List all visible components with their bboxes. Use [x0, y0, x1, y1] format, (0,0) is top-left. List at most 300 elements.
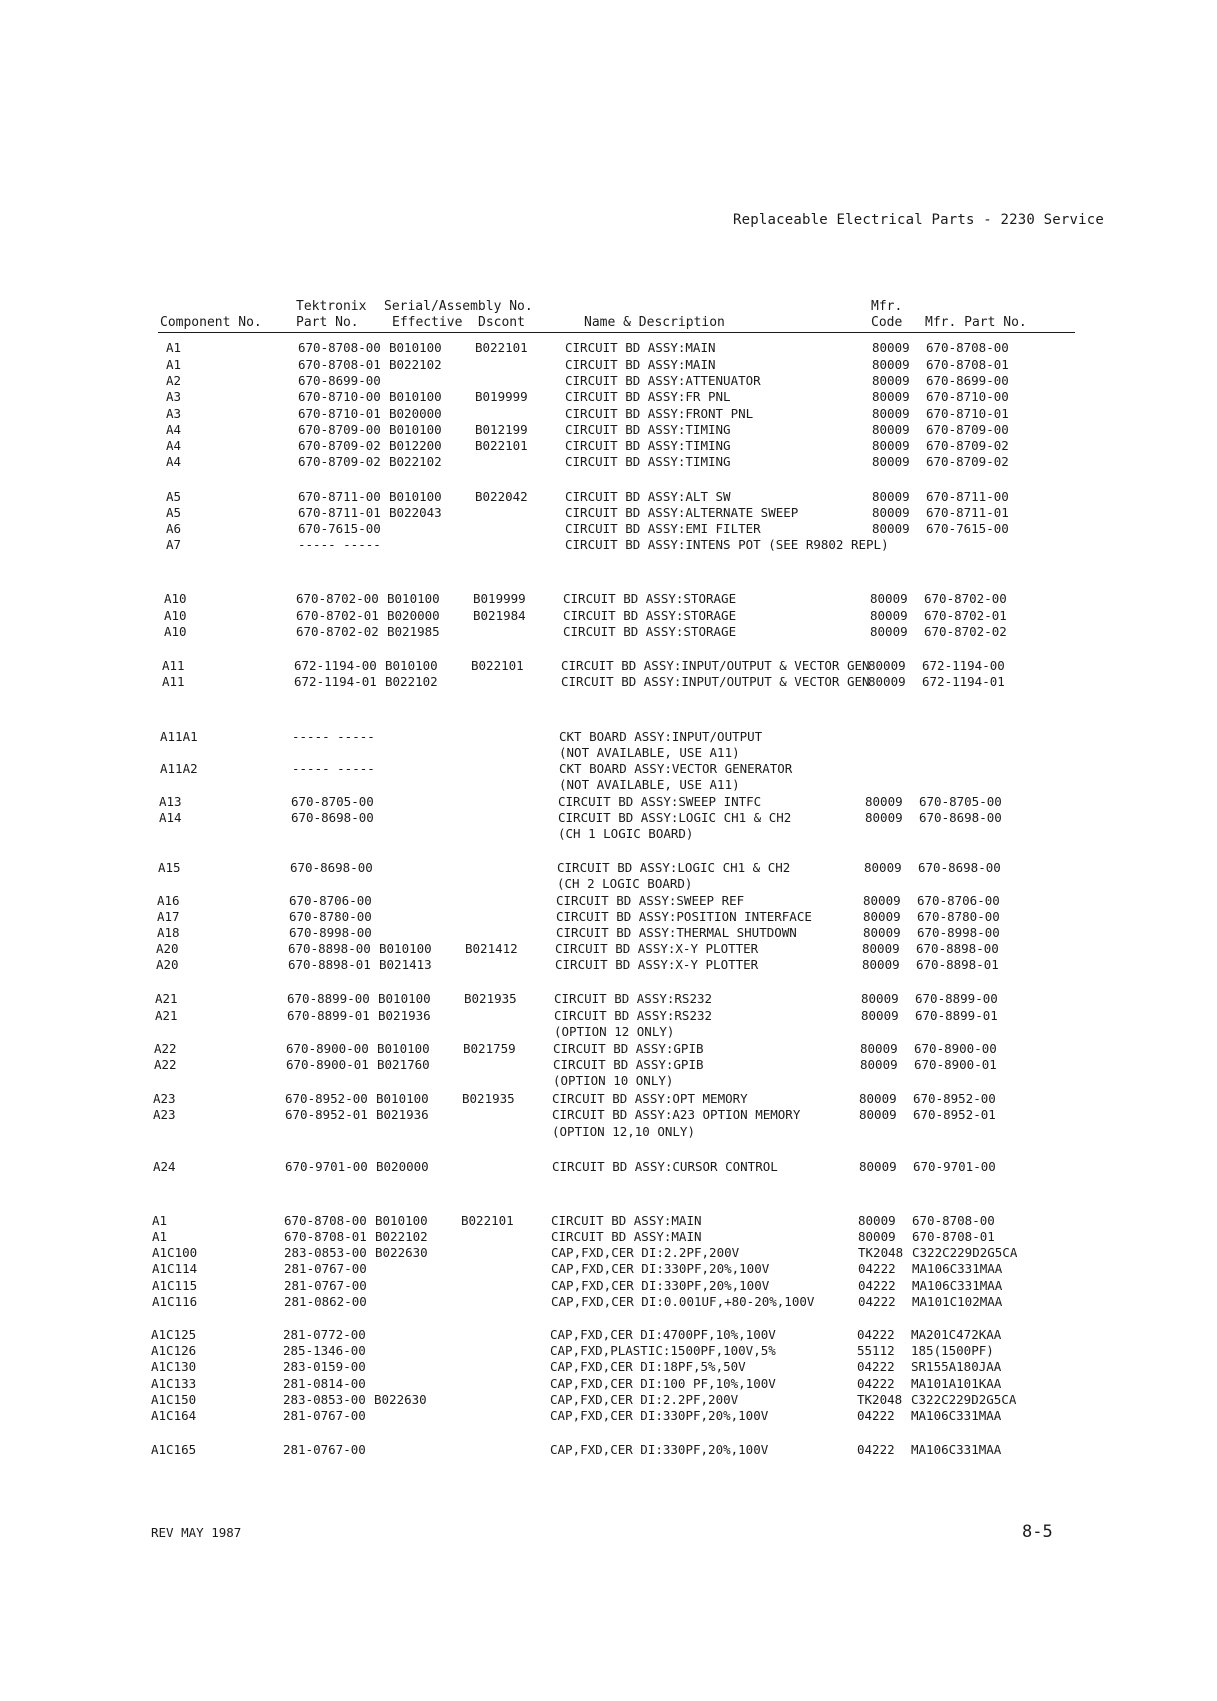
cell-desc: (OPTION 10 ONLY)	[553, 1073, 674, 1088]
cell-code: 04222	[857, 1442, 895, 1457]
cell-mpn: MA101A101KAA	[911, 1376, 1002, 1391]
cell-desc: CIRCUIT BD ASSY:TIMING	[565, 438, 731, 453]
col-head-serial-assembly: Serial/Assembly No.	[384, 299, 533, 314]
cell-code: 80009	[872, 489, 910, 504]
cell-mpn: C322C229D2G5CA	[911, 1392, 1017, 1407]
cell-desc: CIRCUIT BD ASSY:X-Y PLOTTER	[555, 941, 759, 956]
cell-eff: B010100	[387, 591, 440, 606]
table-row	[8, 505, 1217, 521]
cell-code: 80009	[862, 957, 900, 972]
cell-eff: B012200	[389, 438, 442, 453]
cell-desc: CIRCUIT BD ASSY:A23 OPTION MEMORY	[552, 1107, 801, 1122]
table-row	[8, 357, 1217, 373]
col-head-name-description: Name & Description	[584, 315, 725, 330]
cell-part: 670-8708-01	[284, 1229, 367, 1244]
col-head-dscont: Dscont	[478, 315, 525, 330]
cell-code: 80009	[859, 1107, 897, 1122]
cell-part: 670-8709-02	[298, 438, 381, 453]
cell-part: 670-8702-00	[296, 591, 379, 606]
table-row	[0, 1294, 1211, 1310]
cell-part: 670-8780-00	[289, 909, 372, 924]
cell-comp: A1C164	[151, 1408, 197, 1423]
cell-part: 283-0853-00	[283, 1392, 366, 1407]
cell-dsc: B022101	[475, 438, 528, 453]
cell-eff: B022102	[389, 357, 442, 372]
cell-part: 670-8898-01	[288, 957, 371, 972]
table-row	[0, 1107, 1212, 1123]
cell-mpn: MA106C331MAA	[911, 1408, 1002, 1423]
cell-code: 80009	[872, 340, 910, 355]
cell-comp: A20	[156, 957, 179, 972]
cell-mpn: 185(1500PF)	[911, 1343, 994, 1358]
cell-mpn: 670-8698-00	[918, 860, 1001, 875]
cell-mpn: 670-8705-00	[919, 794, 1002, 809]
cell-desc: CIRCUIT BD ASSY:TIMING	[565, 454, 731, 469]
table-row	[0, 860, 1217, 876]
cell-comp: A1C115	[152, 1278, 198, 1293]
cell-part: 670-8698-00	[290, 860, 373, 875]
cell-part: 281-0814-00	[283, 1376, 366, 1391]
cell-code: 80009	[870, 624, 908, 639]
table-row	[0, 876, 1217, 892]
cell-code: TK2048	[858, 1245, 904, 1260]
cell-code: 80009	[872, 389, 910, 404]
table-row	[6, 624, 1217, 640]
cell-part: 281-0767-00	[283, 1408, 366, 1423]
cell-desc: CAP,FXD,CER DI:4700PF,10%,100V	[550, 1327, 776, 1342]
col-head-mfr: Mfr.	[871, 299, 903, 314]
cell-desc: CAP,FXD,CER DI:330PF,20%,100V	[551, 1278, 770, 1293]
cell-code: 80009	[858, 1213, 896, 1228]
cell-desc: CIRCUIT BD ASSY:ALT SW	[565, 489, 731, 504]
table-row	[4, 674, 1217, 690]
cell-mpn: 672-1194-00	[922, 658, 1005, 673]
cell-comp: A16	[157, 893, 180, 908]
cell-desc: CIRCUIT BD ASSY:OPT MEMORY	[552, 1091, 748, 1106]
cell-mpn: MA106C331MAA	[912, 1261, 1003, 1276]
cell-mpn: MA101C102MAA	[912, 1294, 1003, 1309]
cell-comp: A1	[152, 1229, 168, 1244]
cell-desc: CIRCUIT BD ASSY:LOGIC CH1 & CH2	[558, 810, 792, 825]
cell-desc: (NOT AVAILABLE, USE A11)	[559, 745, 740, 760]
cell-part: 670-8708-00	[284, 1213, 367, 1228]
cell-desc: CIRCUIT BD ASSY:X-Y PLOTTER	[555, 957, 759, 972]
cell-comp: A3	[166, 406, 182, 421]
cell-desc: CIRCUIT BD ASSY:MAIN	[565, 357, 716, 372]
cell-mpn: 670-8709-02	[926, 454, 1009, 469]
table-row	[8, 406, 1217, 422]
cell-desc: CIRCUIT BD ASSY:POSITION INTERFACE	[556, 909, 812, 924]
cell-code: 04222	[857, 1376, 895, 1391]
cell-part: 670-8709-02	[298, 454, 381, 469]
cell-part: 670-8899-01	[287, 1008, 370, 1023]
cell-part: 281-0772-00	[283, 1327, 366, 1342]
cell-part: 281-0767-00	[283, 1442, 366, 1457]
table-row	[0, 1327, 1210, 1343]
cell-desc: CIRCUIT BD ASSY:RS232	[554, 991, 713, 1006]
table-row	[0, 1408, 1210, 1424]
cell-desc: CIRCUIT BD ASSY:RS232	[554, 1008, 713, 1023]
cell-desc: CIRCUIT BD ASSY:GPIB	[553, 1057, 704, 1072]
cell-desc: CIRCUIT BD ASSY:MAIN	[551, 1213, 702, 1228]
cell-eff: B021936	[376, 1107, 429, 1122]
cell-part: 670-8898-00	[288, 941, 371, 956]
table-row	[0, 925, 1216, 941]
cell-code: 80009	[868, 674, 906, 689]
cell-eff: B010100	[385, 658, 438, 673]
cell-code: 55112	[857, 1343, 895, 1358]
cell-comp: A10	[164, 624, 187, 639]
table-row	[0, 909, 1216, 925]
cell-dsc: B021935	[464, 991, 517, 1006]
cell-desc: CIRCUIT BD ASSY:STORAGE	[563, 624, 737, 639]
cell-part: 670-8710-01	[298, 406, 381, 421]
cell-comp: A1	[166, 357, 182, 372]
cell-desc: CIRCUIT BD ASSY:FR PNL	[565, 389, 731, 404]
table-row	[2, 729, 1217, 745]
cell-comp: A1C126	[151, 1343, 197, 1358]
cell-part: 281-0862-00	[284, 1294, 367, 1309]
cell-desc: CIRCUIT BD ASSY:INTENS POT (SEE R9802 REPL)	[565, 537, 889, 552]
cell-mpn: 670-8780-00	[917, 909, 1000, 924]
cell-comp: A23	[153, 1107, 176, 1122]
cell-code: 04222	[857, 1327, 895, 1342]
cell-desc: CAP,FXD,CER DI:330PF,20%,100V	[550, 1408, 769, 1423]
cell-comp: A10	[164, 591, 187, 606]
cell-eff: B010100	[379, 941, 432, 956]
table-row	[0, 1024, 1214, 1040]
table-row	[0, 1008, 1214, 1024]
cell-comp: A23	[153, 1091, 176, 1106]
cell-part: 670-8702-02	[296, 624, 379, 639]
cell-mpn: 670-8900-00	[914, 1041, 997, 1056]
cell-eff: B010100	[389, 489, 442, 504]
cell-comp: A11A1	[160, 729, 198, 744]
cell-comp: A1C114	[152, 1261, 198, 1276]
cell-mpn: 670-8899-00	[915, 991, 998, 1006]
cell-code: 80009	[868, 658, 906, 673]
cell-desc: CIRCUIT BD ASSY:STORAGE	[563, 608, 737, 623]
table-row	[0, 1213, 1211, 1229]
cell-part: 670-8711-01	[298, 505, 381, 520]
cell-comp: A1C116	[152, 1294, 198, 1309]
cell-desc: CIRCUIT BD ASSY:FRONT PNL	[565, 406, 754, 421]
cell-desc: CIRCUIT BD ASSY:INPUT/OUTPUT & VECTOR GEN	[561, 674, 870, 689]
cell-comp: A21	[155, 1008, 178, 1023]
cell-code: 80009	[858, 1229, 896, 1244]
cell-comp: A1	[166, 340, 182, 355]
cell-code: 04222	[857, 1359, 895, 1374]
cell-desc: CAP,FXD,CER DI:2.2PF,200V	[551, 1245, 740, 1260]
table-row	[8, 373, 1217, 389]
table-row	[0, 1376, 1210, 1392]
col-head-part-no: Part No.	[296, 315, 359, 330]
cell-dsc: B022101	[475, 340, 528, 355]
cell-mpn: 670-8702-02	[924, 624, 1007, 639]
cell-desc: CAP,FXD,PLASTIC:1500PF,100V,5%	[550, 1343, 776, 1358]
footer-page-number: 8-5	[1022, 1522, 1053, 1542]
cell-mpn: 670-8710-01	[926, 406, 1009, 421]
cell-dsc: B022101	[471, 658, 524, 673]
cell-mpn: 670-8702-00	[924, 591, 1007, 606]
table-row	[0, 957, 1215, 973]
cell-eff: B010100	[389, 422, 442, 437]
cell-eff: B021760	[377, 1057, 430, 1072]
cell-code: 80009	[865, 810, 903, 825]
cell-comp: A22	[154, 1041, 177, 1056]
table-row	[8, 340, 1217, 356]
cell-part: 670-8952-01	[285, 1107, 368, 1122]
cell-code: 80009	[872, 406, 910, 421]
cell-desc: CAP,FXD,CER DI:330PF,20%,100V	[550, 1442, 769, 1457]
cell-part: 670-8952-00	[285, 1091, 368, 1106]
cell-code: 80009	[870, 591, 908, 606]
cell-comp: A10	[164, 608, 187, 623]
cell-comp: A1C125	[151, 1327, 197, 1342]
cell-code: 80009	[872, 373, 910, 388]
cell-eff: B010100	[376, 1091, 429, 1106]
cell-part: 670-8900-01	[286, 1057, 369, 1072]
cell-mpn: 670-8998-00	[917, 925, 1000, 940]
cell-eff: B010100	[377, 1041, 430, 1056]
cell-comp: A5	[166, 505, 182, 520]
cell-part: 670-8698-00	[291, 810, 374, 825]
cell-dsc: B022101	[461, 1213, 514, 1228]
cell-desc: CIRCUIT BD ASSY:EMI FILTER	[565, 521, 761, 536]
col-head-mfr-part-no: Mfr. Part No.	[925, 315, 1027, 330]
footer-revision: REV MAY 1987	[151, 1525, 242, 1540]
cell-eff: B020000	[387, 608, 440, 623]
cell-comp: A4	[166, 438, 182, 453]
cell-comp: A11A2	[160, 761, 198, 776]
cell-comp: A5	[166, 489, 182, 504]
cell-desc: CIRCUIT BD ASSY:INPUT/OUTPUT & VECTOR GEN	[561, 658, 870, 673]
cell-comp: A20	[156, 941, 179, 956]
table-row	[0, 1343, 1210, 1359]
table-row	[8, 489, 1217, 505]
cell-eff: B020000	[376, 1159, 429, 1174]
cell-desc: CIRCUIT BD ASSY:STORAGE	[563, 591, 737, 606]
cell-mpn: 670-8710-00	[926, 389, 1009, 404]
cell-code: 80009	[860, 1057, 898, 1072]
cell-desc: CKT BOARD ASSY:INPUT/OUTPUT	[559, 729, 763, 744]
cell-desc: (CH 2 LOGIC BOARD)	[557, 876, 693, 891]
cell-comp: A11	[162, 674, 185, 689]
cell-part: 670-9701-00	[285, 1159, 368, 1174]
cell-mpn: 672-1194-01	[922, 674, 1005, 689]
cell-comp: A11	[162, 658, 185, 673]
cell-mpn: 670-8711-00	[926, 489, 1009, 504]
cell-eff: B022043	[389, 505, 442, 520]
cell-mpn: 670-8711-01	[926, 505, 1009, 520]
cell-part: 670-8711-00	[298, 489, 381, 504]
table-row	[8, 537, 1217, 553]
cell-eff: B022102	[389, 454, 442, 469]
table-row	[6, 591, 1217, 607]
cell-desc: CAP,FXD,CER DI:330PF,20%,100V	[551, 1261, 770, 1276]
cell-comp: A15	[158, 860, 181, 875]
cell-code: 80009	[864, 860, 902, 875]
cell-mpn: 670-8708-01	[912, 1229, 995, 1244]
table-row	[0, 1392, 1210, 1408]
cell-comp: A4	[166, 454, 182, 469]
cell-desc: CIRCUIT BD ASSY:TIMING	[565, 422, 731, 437]
cell-mpn: SR155A180JAA	[911, 1359, 1002, 1374]
table-row	[1, 826, 1217, 842]
cell-mpn: 670-8708-00	[912, 1213, 995, 1228]
table-row	[2, 761, 1217, 777]
cell-comp: A17	[157, 909, 180, 924]
cell-desc: CAP,FXD,CER DI:18PF,5%,50V	[550, 1359, 746, 1374]
col-head-tektronix: Tektronix	[296, 299, 367, 314]
cell-comp: A18	[157, 925, 180, 940]
cell-desc: CIRCUIT BD ASSY:LOGIC CH1 & CH2	[557, 860, 791, 875]
cell-comp: A1C133	[151, 1376, 197, 1391]
cell-comp: A24	[153, 1159, 176, 1174]
cell-desc: CAP,FXD,CER DI:0.001UF,+80-20%,100V	[551, 1294, 815, 1309]
cell-comp: A1C130	[151, 1359, 197, 1374]
cell-desc: CAP,FXD,CER DI:2.2PF,200V	[550, 1392, 739, 1407]
col-head-effective: Effective	[392, 315, 463, 330]
table-row	[0, 991, 1214, 1007]
cell-desc: (OPTION 12 ONLY)	[554, 1024, 675, 1039]
cell-comp: A4	[166, 422, 182, 437]
cell-part: ----- -----	[292, 761, 375, 776]
cell-part: 281-0767-00	[284, 1261, 367, 1276]
cell-code: 80009	[863, 893, 901, 908]
cell-code: 80009	[861, 1008, 899, 1023]
cell-eff: B010100	[389, 389, 442, 404]
cell-code: 80009	[872, 438, 910, 453]
cell-code: 80009	[872, 454, 910, 469]
cell-dsc: B012199	[475, 422, 528, 437]
cell-part: 285-1346-00	[283, 1343, 366, 1358]
cell-mpn: 670-8706-00	[917, 893, 1000, 908]
cell-mpn: 670-8952-00	[913, 1091, 996, 1106]
table-row	[8, 454, 1217, 470]
cell-code: 80009	[872, 521, 910, 536]
cell-mpn: 670-8709-00	[926, 422, 1009, 437]
cell-eff: B010100	[389, 340, 442, 355]
table-row	[0, 1245, 1211, 1261]
cell-mpn: MA201C472KAA	[911, 1327, 1002, 1342]
table-row	[8, 438, 1217, 454]
table-row	[6, 608, 1217, 624]
cell-code: 80009	[863, 925, 901, 940]
cell-eff: B022630	[374, 1392, 427, 1407]
cell-comp: A21	[155, 991, 178, 1006]
cell-desc: (CH 1 LOGIC BOARD)	[558, 826, 694, 841]
cell-dsc: B019999	[473, 591, 526, 606]
cell-mpn: 670-8708-01	[926, 357, 1009, 372]
cell-code: 80009	[863, 909, 901, 924]
table-row	[0, 893, 1216, 909]
cell-comp: A6	[166, 521, 182, 536]
cell-mpn: 670-8698-00	[919, 810, 1002, 825]
cell-desc: CIRCUIT BD ASSY:THERMAL SHUTDOWN	[556, 925, 797, 940]
table-row	[0, 1261, 1211, 1277]
cell-mpn: 670-8699-00	[926, 373, 1009, 388]
cell-dsc: B021412	[465, 941, 518, 956]
cell-desc: CIRCUIT BD ASSY:ATTENUATOR	[565, 373, 761, 388]
cell-desc: (OPTION 12,10 ONLY)	[552, 1124, 695, 1139]
table-row	[8, 389, 1217, 405]
table-row	[2, 777, 1217, 793]
cell-code: 80009	[860, 1041, 898, 1056]
cell-eff: B022630	[375, 1245, 428, 1260]
table-row	[2, 745, 1217, 761]
cell-part: 670-8708-01	[298, 357, 381, 372]
cell-desc: CIRCUIT BD ASSY:SWEEP REF	[556, 893, 745, 908]
cell-mpn: 670-8900-01	[914, 1057, 997, 1072]
cell-dsc: B019999	[475, 389, 528, 404]
table-row	[0, 941, 1215, 957]
cell-mpn: MA106C331MAA	[911, 1442, 1002, 1457]
cell-code: 80009	[861, 991, 899, 1006]
cell-comp: A2	[166, 373, 182, 388]
cell-desc: CAP,FXD,CER DI:100 PF,10%,100V	[550, 1376, 776, 1391]
cell-code: 04222	[858, 1261, 896, 1276]
cell-part: 283-0853-00	[284, 1245, 367, 1260]
cell-mpn: 670-8898-00	[916, 941, 999, 956]
cell-mpn: 670-9701-00	[913, 1159, 996, 1174]
cell-part: 281-0767-00	[284, 1278, 367, 1293]
table-row	[0, 1041, 1213, 1057]
cell-dsc: B021984	[473, 608, 526, 623]
page-header-title: Replaceable Electrical Parts - 2230 Service	[733, 212, 1105, 228]
cell-mpn: 670-7615-00	[926, 521, 1009, 536]
cell-eff: B010100	[378, 991, 431, 1006]
table-row	[4, 658, 1217, 674]
cell-part: 670-8709-00	[298, 422, 381, 437]
cell-eff: B021936	[378, 1008, 431, 1023]
cell-desc: CIRCUIT BD ASSY:MAIN	[565, 340, 716, 355]
cell-desc: CKT BOARD ASSY:VECTOR GENERATOR	[559, 761, 793, 776]
cell-code: 04222	[858, 1294, 896, 1309]
cell-desc: CIRCUIT BD ASSY:ALTERNATE SWEEP	[565, 505, 799, 520]
table-row	[0, 1159, 1212, 1175]
cell-comp: A14	[159, 810, 182, 825]
cell-part: 670-8706-00	[289, 893, 372, 908]
cell-desc: CIRCUIT BD ASSY:GPIB	[553, 1041, 704, 1056]
cell-mpn: 670-8899-01	[915, 1008, 998, 1023]
table-row	[0, 1229, 1211, 1245]
cell-part: 670-7615-00	[298, 521, 381, 536]
cell-comp: A1C165	[151, 1442, 197, 1457]
cell-part: 670-8998-00	[289, 925, 372, 940]
cell-comp: A3	[166, 389, 182, 404]
cell-eff: B021985	[387, 624, 440, 639]
cell-mpn: C322C229D2G5CA	[912, 1245, 1018, 1260]
cell-comp: A22	[154, 1057, 177, 1072]
table-row	[0, 1091, 1212, 1107]
cell-code: 80009	[872, 505, 910, 520]
table-row	[0, 1124, 1212, 1140]
cell-code: 80009	[872, 422, 910, 437]
cell-code: 04222	[858, 1278, 896, 1293]
cell-comp: A1	[152, 1213, 168, 1228]
table-row	[1, 810, 1217, 826]
table-row	[1, 794, 1217, 810]
cell-mpn: 670-8702-01	[924, 608, 1007, 623]
cell-eff: B022102	[385, 674, 438, 689]
cell-eff: B021413	[379, 957, 432, 972]
table-row	[0, 1057, 1213, 1073]
cell-mpn: 670-8952-01	[913, 1107, 996, 1122]
cell-code: TK2048	[857, 1392, 903, 1407]
header-rule	[158, 332, 1075, 333]
cell-part: 670-8708-00	[298, 340, 381, 355]
